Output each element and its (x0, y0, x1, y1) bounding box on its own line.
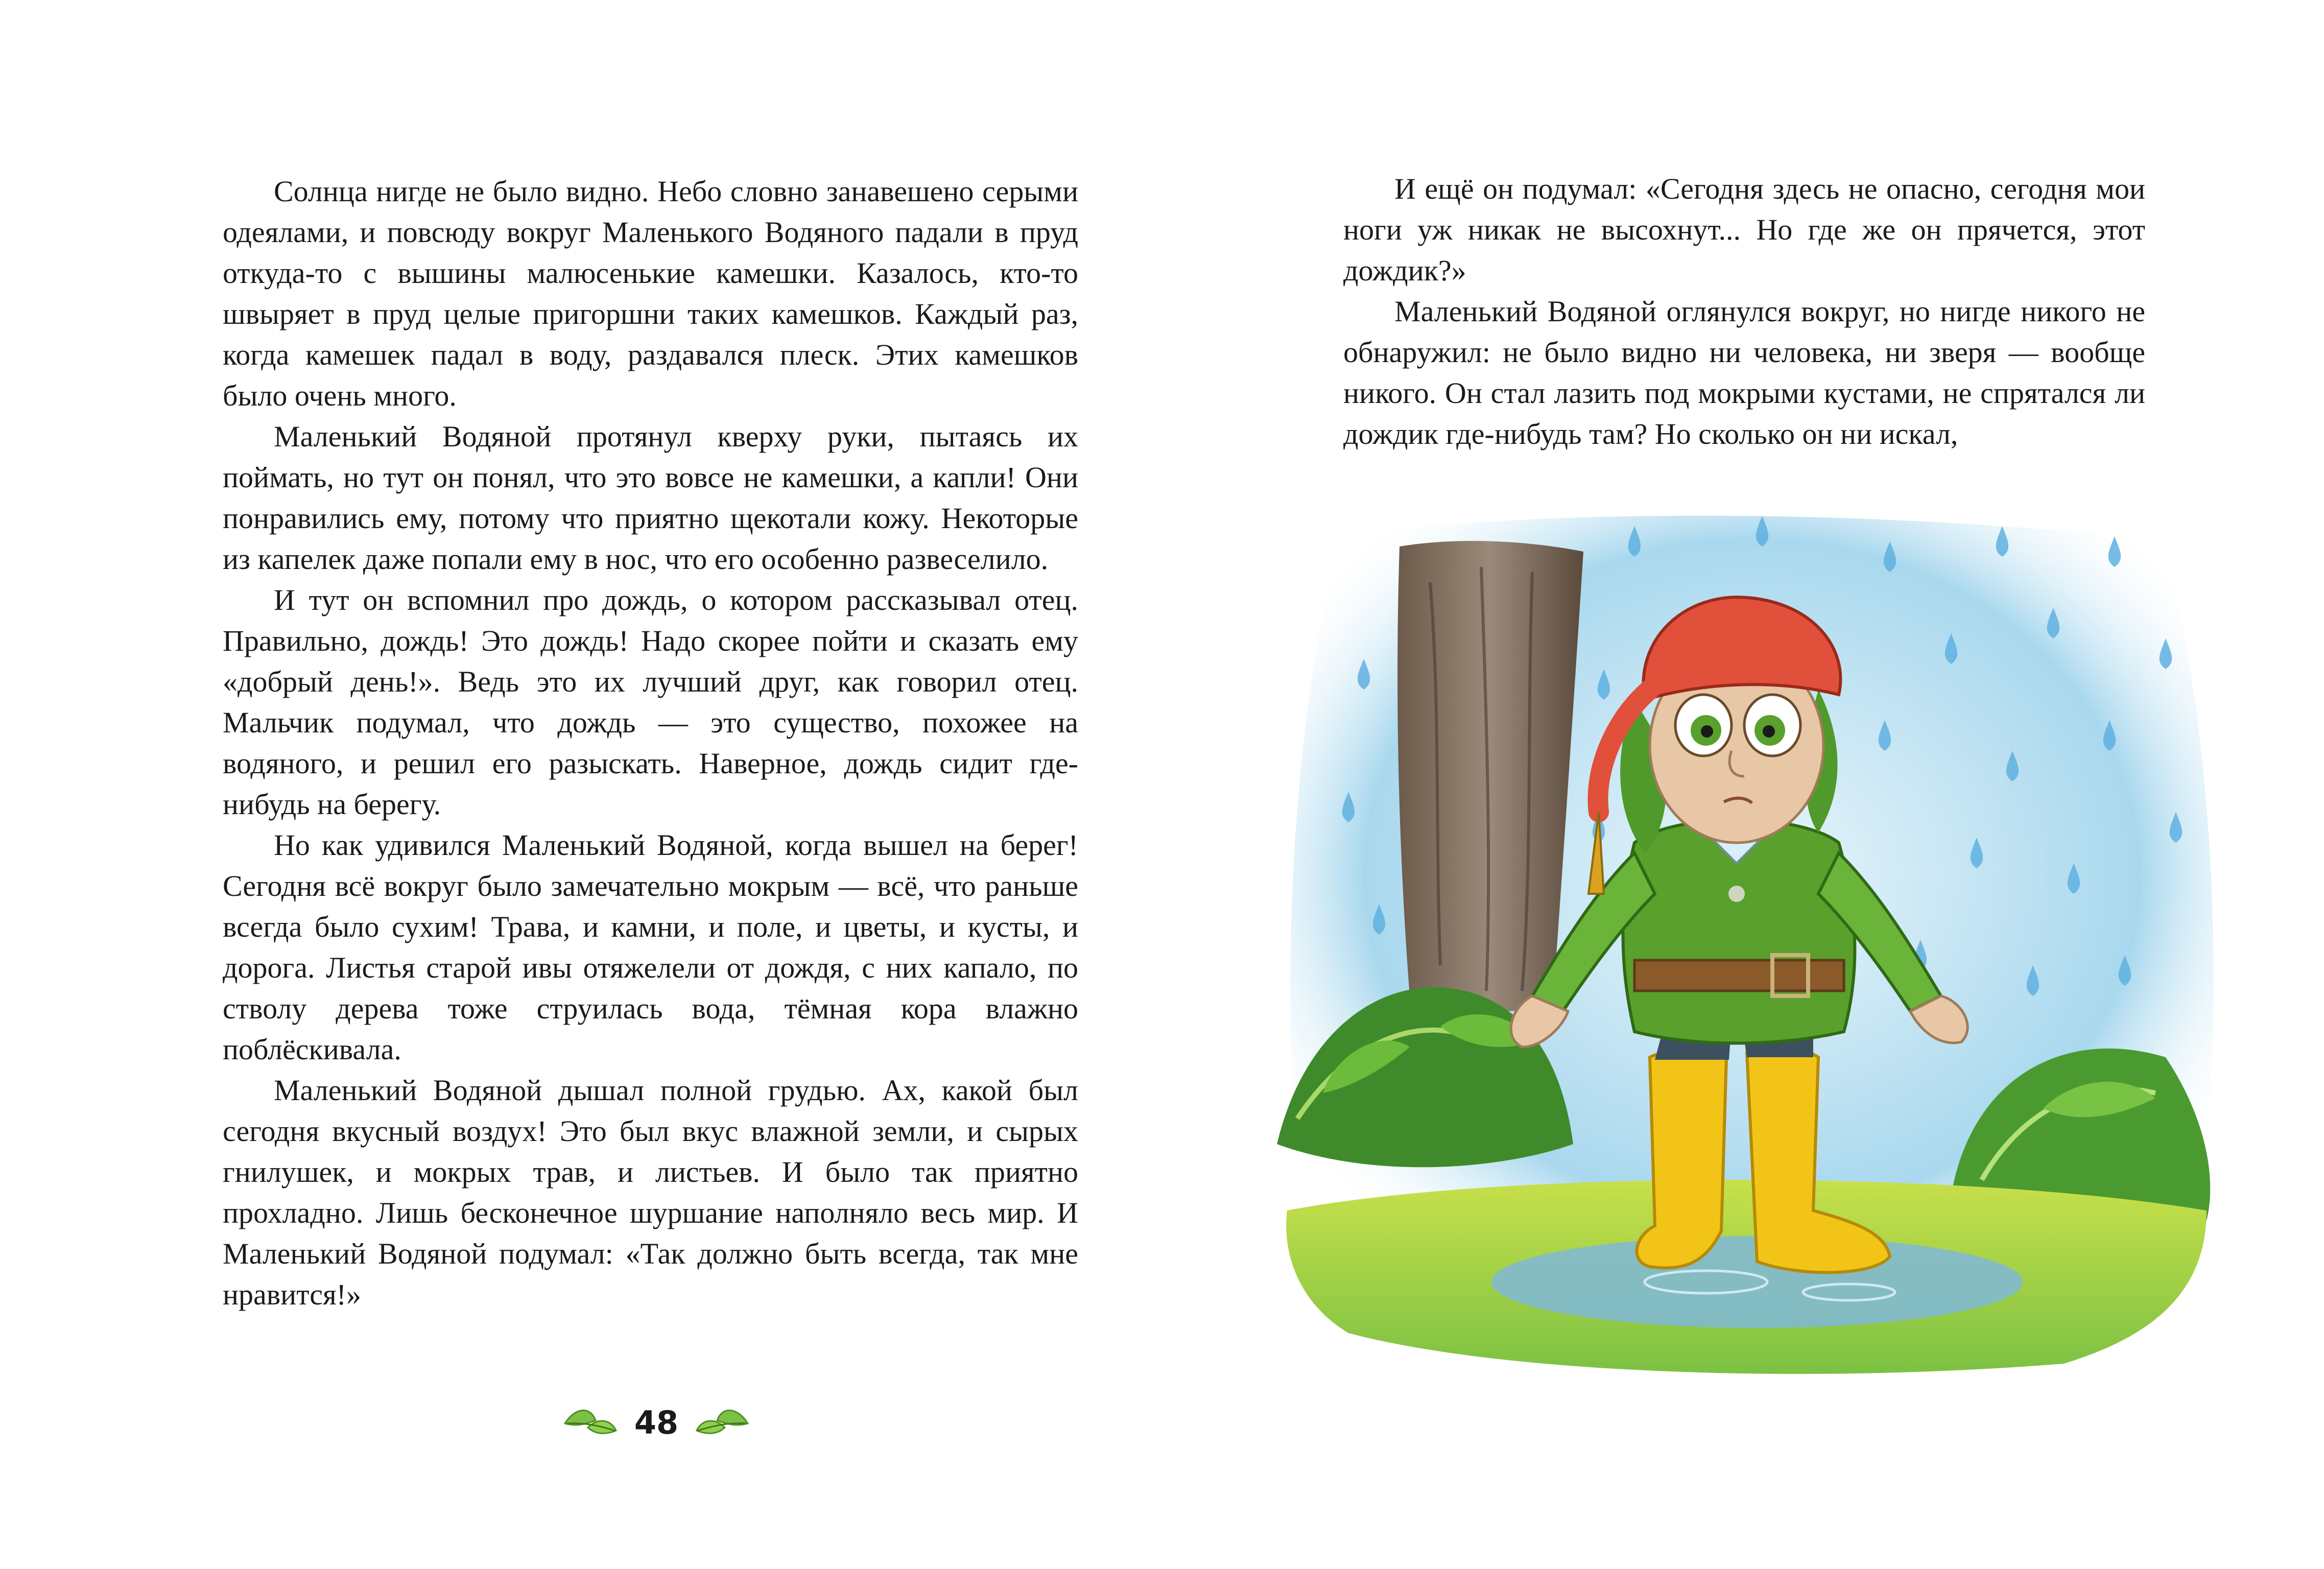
paragraph: И ещё он подумал: «Сегодня здесь не опасно, сегодня мои ноги уж никак не высохнут... Но где же он прячется, этот дождик?» (1343, 172, 2145, 287)
leaf-ornament-right-icon (692, 1402, 753, 1443)
left-page-text (223, 171, 1078, 1315)
paragraph: Маленький Водяной протянул кверху руки, пытаясь их поймать, но тут он понял, что это вовсе не камешки, а капли! Они понравились ему, потому что приятно щекотали кожу. Некоторые из капелек даже попали ему в нос, что его особенно развеселило. (223, 420, 1078, 576)
illustration-little-waterman-in-rain (1246, 506, 2237, 1384)
paragraph: Солнца нигде не было видно. Небо словно занавешено серыми одеялами, и повсюду вокруг Маленького Водяного падали в пруд откуда-то с вышины малюсенькие камешки. Казалось, кто-то швыряет в пруд целые пригоршни таких камешков. Каждый раз, когда камешек падал в воду, раздавался плеск. Этих камешков было очень много. (223, 175, 1078, 412)
leaf-ornament-left-icon (560, 1402, 621, 1443)
tree-trunk (1397, 541, 1583, 1011)
paragraph: Маленький Водяной дышал полной грудью. Ах, какой был сегодня вкусный воздух! Это был вкус влажной земли, и сырых гнилушек, и мокрых трав, и листьев. И было так приятно прохладно. Лишь бесконечное шуршание наполняло весь мир. И Маленький Водяной подумал: «Так должно быть всегда, так мне нравится!» (223, 1074, 1078, 1311)
right-page-text (1343, 169, 2145, 455)
paragraph: Маленький Водяной оглянулся вокруг, но нигде никого не обнаружил: не было видно ни человека, ни зверя — вообще никого. Он стал лазить под мокрыми кустами, не спрятался ли дождик где-нибудь там? Но сколько он ни искал, (1343, 295, 2145, 450)
paragraph: И тут он вспомнил про дождь, о котором рассказывал отец. Правильно, дождь! Это дождь! Надо скорее пойти и сказать ему «добрый день!». Ведь это их лучший друг, как говорил отец. Мальчик подумал, что дождь — это существо, похожее на водяного, и решил его разыскать. Наверное, дождь сидит где-нибудь на берегу. (223, 583, 1078, 821)
paragraph: Но как удивился Маленький Водяной, когда вышел на берег! Сегодня всё вокруг было замечательно мокрым — всё, что раньше всегда было сухим! Трава, и камни, и поле, и цветы, и кусты, и дорога. Листья старой ивы отяжелели от дождя, с них капало, по стволу дерева тоже струилась вода, тёмная кора влажно поблёскивала. (223, 828, 1078, 1066)
page-number: 48 (634, 1404, 679, 1441)
page-folio (552, 1394, 761, 1451)
